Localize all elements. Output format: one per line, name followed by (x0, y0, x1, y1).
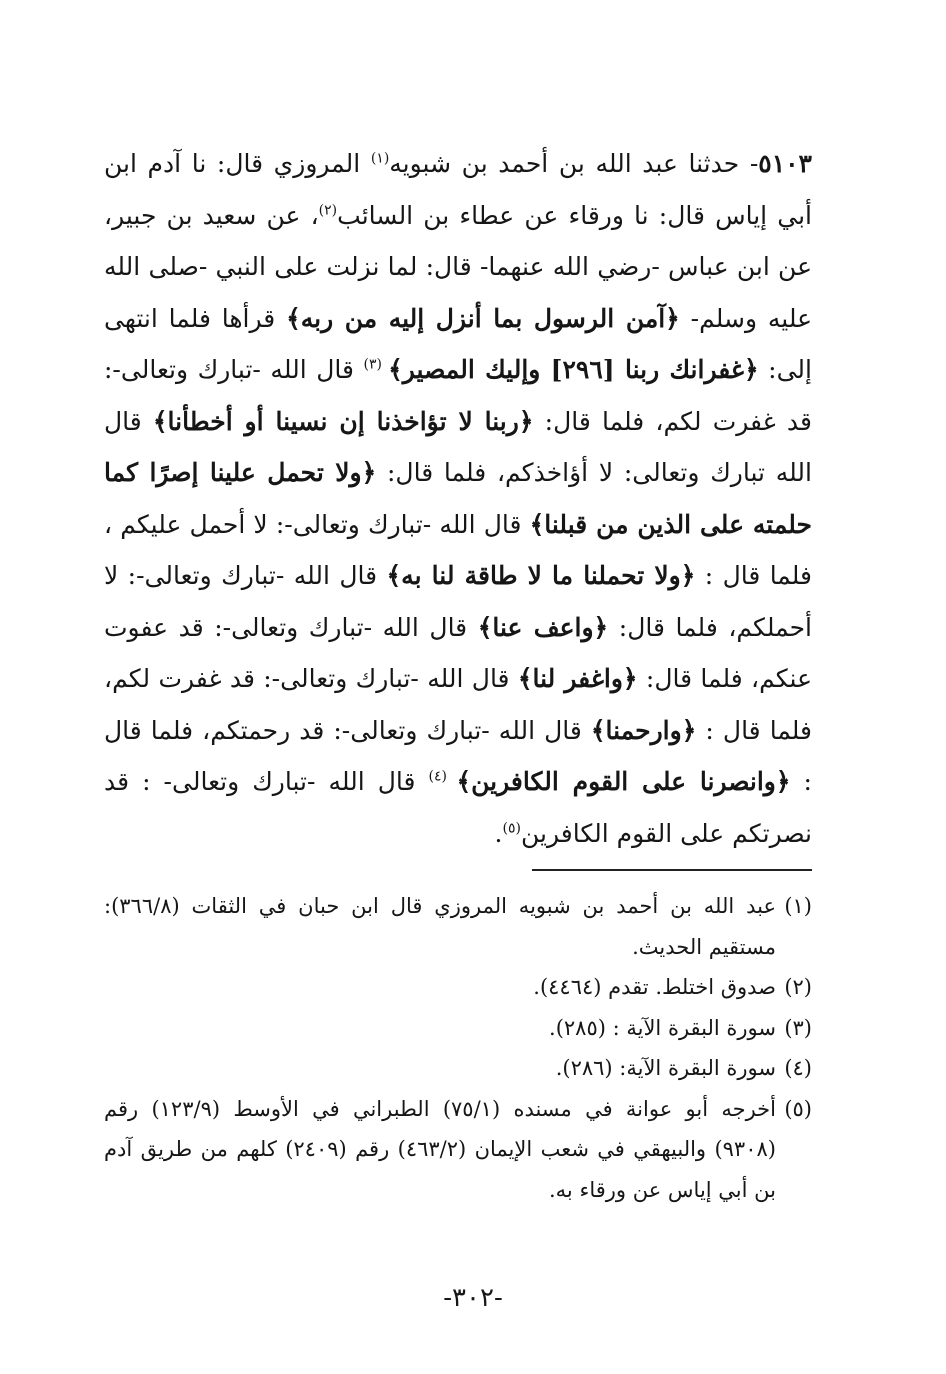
footnote-text: أخرجه أبو عوانة في مسنده (٧٥/١) الطبراني في الأوسط (١٢٣/٩) رقم (٩٣٠٨) والبيهقي في شعب الإيمان (٤٦٣/٢) رقم (٢٤٠٩) كلهم من طريق آدم بن أبي إياس عن ورقاء به. (104, 1096, 776, 1202)
hadith-text: قال الله -تبارك وتعالى-: لا أحملكم، فلما قال: (104, 561, 812, 642)
footnote-ref-3: (٣) (363, 356, 389, 373)
footnote-text: عبد الله بن أحمد بن شبويه المروزي قال ابن حبان في الثقات (٣٦٦/٨): مستقيم الحديث. (104, 894, 776, 959)
hadith-text: قال الله -تبارك وتعالى-: قد عفوت عنكم، فلما قال: (104, 612, 812, 693)
footnotes (104, 886, 812, 1210)
quran-verse: ﴿وارحمنا﴾ (590, 715, 697, 745)
page-number: -٣٠٢- (443, 1283, 503, 1313)
quran-verse: ﴿غفرانك ربنا [٢٩٦] وإليك المصير﴾ (388, 355, 759, 384)
quran-verse: ﴿آمن الرسول بما أنزل إليه من ربه﴾ (286, 303, 680, 333)
footnote-item (104, 1048, 812, 1089)
footnote-ref-1: (١) (370, 150, 390, 167)
hadith-text: قال الله -تبارك وتعالى-: لا أحمل عليكم ، فلما قال : (104, 509, 812, 590)
footnote-item (104, 1008, 812, 1049)
footnote-item (104, 886, 812, 967)
footnote-text: صدوق اختلط. تقدم (٤٤٦٤). (533, 975, 776, 999)
hadith-text: قال الله -تبارك وتعالى-: قد غفرت لكم، فلما قال: (104, 355, 812, 436)
hadith-text: المروزي قال: نا آدم ابن أبي إياس قال: نا ورقاء عن عطاء بن السائب (104, 149, 812, 230)
hadith-text: - حدثنا عبد الله بن أحمد بن شبويه (389, 149, 759, 178)
quran-verse: ﴿ربنا لا تؤاخذنا إن نسينا أو أخطأنا﴾ (152, 406, 534, 436)
footnote-text: سورة البقرة الآية: (٢٨٦). (555, 1056, 776, 1080)
quran-verse: ﴿واعف عنا﴾ (477, 612, 609, 642)
hadith-paragraph (104, 138, 812, 859)
hadith-number: ٥١٠٣ (758, 149, 812, 178)
hadith-text: قال الله -تبارك وتعالى-: قد رحمتكم، فلما قال : (104, 715, 812, 796)
hadith-text: ، عن سعيد بن جبير، عن ابن عباس -رضي الله عنهما- قال: لما نزلت على النبي -صلى الله عليه وسلم- (104, 200, 813, 333)
hadith-text: . (494, 818, 503, 848)
hadith-text: قال الله -تبارك وتعالى-: قد غفرت لكم، فلما قال : (104, 664, 812, 745)
footnote-divider (532, 869, 812, 871)
footnote-number: (٥) (784, 1096, 812, 1121)
footnote-ref-5: (٥) (502, 820, 521, 837)
footnote-number: (٢) (784, 975, 812, 999)
footnote-number: (٣) (784, 1015, 812, 1040)
quran-verse: ﴿وانصرنا على القوم الكافرين﴾ (456, 767, 791, 796)
quran-verse: ﴿واغفر لنا﴾ (517, 664, 638, 693)
footnote-item (104, 967, 812, 1008)
footnote-text: سورة البقرة الآية : (٢٨٥). (549, 1015, 776, 1040)
hadith-text: قال الله تبارك وتعالى: لا أؤاخذكم، فلما قال: (104, 406, 812, 487)
footnote-number: (١) (784, 894, 812, 918)
hadith-text: قال الله -تبارك وتعالى- : قد نصرتكم على القوم الكافرين (104, 767, 812, 848)
footnote-item (104, 1089, 812, 1211)
footnote-ref-4: (٤) (428, 768, 457, 785)
hadith-text: قرأها فلما انتهى إلى: (104, 303, 812, 384)
quran-verse: ﴿ولا تحمل علينا إصرًا كما حلمته على الذين من قبلنا﴾ (104, 458, 813, 539)
quran-verse: ﴿ولا تحملنا ما لا طاقة لنا به﴾ (386, 561, 696, 590)
footnote-number: (٤) (784, 1056, 812, 1080)
footnote-ref-2: (٢) (318, 202, 338, 219)
